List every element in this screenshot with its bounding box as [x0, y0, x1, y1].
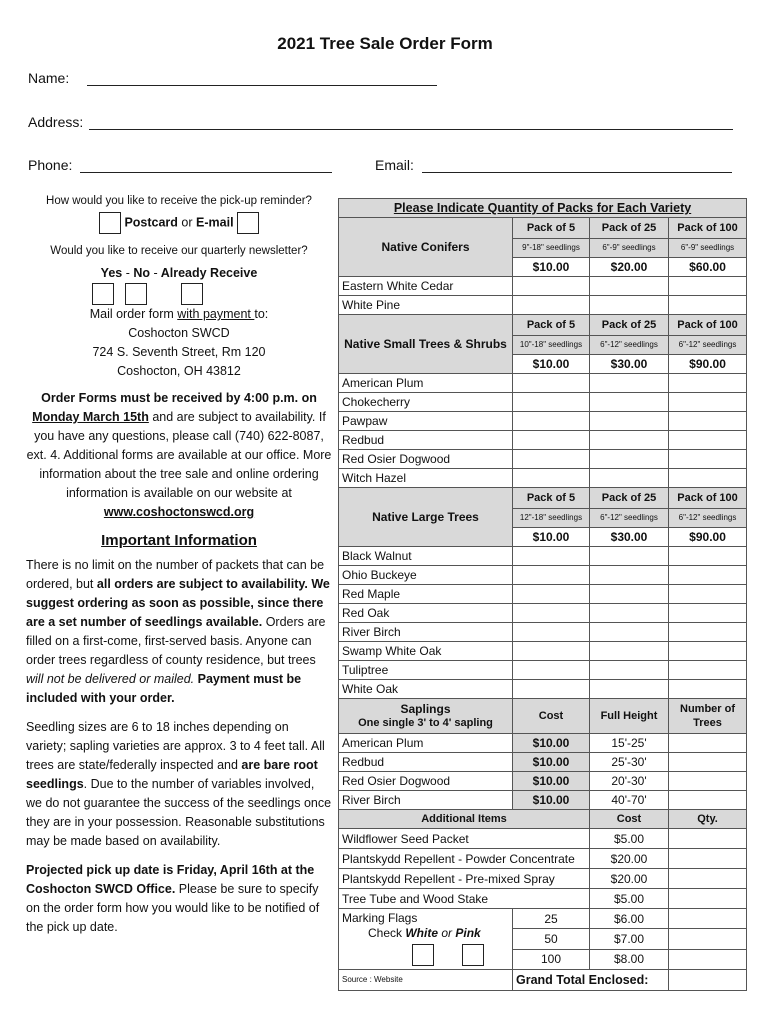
- qty-pack-5-input[interactable]: [513, 642, 590, 661]
- qty-pack-25-input[interactable]: [590, 277, 669, 296]
- variety-name: American Plum: [339, 374, 513, 393]
- mail-prefix: Mail order form: [89, 307, 178, 321]
- sapling-cost: $10.00: [513, 734, 590, 753]
- variety-row: [339, 469, 747, 488]
- table-heading: Please Indicate Quantity of Packs for Each Variety: [339, 199, 747, 218]
- saplings-label: [339, 699, 513, 734]
- variety-name: White Oak: [339, 680, 513, 699]
- flag-cost: $8.00: [590, 949, 669, 969]
- mail-underlined: with payment: [177, 307, 255, 321]
- org-name: Coshocton SWCD: [128, 326, 230, 340]
- important-para-3: [26, 861, 332, 937]
- email-option-label: E-mail: [196, 215, 234, 230]
- seedling-size: 9"-18" seedlings: [513, 239, 590, 258]
- sapling-cost: $10.00: [513, 753, 590, 772]
- email-label: Email:: [375, 157, 414, 173]
- variety-name: Witch Hazel: [339, 469, 513, 488]
- name-field[interactable]: [28, 70, 437, 86]
- flag-checkboxes: [342, 944, 509, 969]
- large-section-label: Native Large Trees: [339, 488, 513, 547]
- address-label: Address:: [28, 114, 84, 130]
- qty-pack-5-input[interactable]: [513, 431, 590, 450]
- pack-5-header: Pack of 5: [513, 315, 590, 336]
- variety-name: Red Maple: [339, 585, 513, 604]
- website-link[interactable]: www.coshoctonswcd.org: [103, 505, 255, 519]
- price-pack-100: $90.00: [669, 528, 747, 547]
- variety-row: [339, 547, 747, 566]
- variety-row: [339, 374, 747, 393]
- qty-pack-100-input[interactable]: [669, 642, 747, 661]
- sapling-qty-input[interactable]: [669, 772, 747, 791]
- saplings-title: Saplings: [400, 702, 451, 716]
- qty-pack-25-input[interactable]: [590, 431, 669, 450]
- pink-flag-checkbox[interactable]: [462, 944, 484, 966]
- qty-pack-25-input[interactable]: [590, 604, 669, 623]
- saplings-cost-header: Cost: [513, 699, 590, 734]
- qty-pack-5-input[interactable]: [513, 296, 590, 315]
- no-checkbox[interactable]: [125, 283, 147, 305]
- qty-pack-100-input[interactable]: [669, 623, 747, 642]
- variety-name: White Pine: [339, 296, 513, 315]
- marking-flags-cell: [339, 909, 513, 970]
- variety-row: [339, 604, 747, 623]
- p1-c: Orders are filled on a first-come, first-served basis. Anyone can order trees regardless of county residence, but trees: [26, 615, 326, 667]
- qty-pack-5-input[interactable]: [513, 277, 590, 296]
- p1-e: Payment must be included with your order.: [26, 672, 302, 705]
- flag-count: 100: [513, 949, 590, 969]
- flag-count: 50: [513, 929, 590, 949]
- or-label: or: [441, 926, 453, 940]
- qty-pack-5-input[interactable]: [513, 450, 590, 469]
- additional-item-cost: $20.00: [590, 849, 669, 869]
- order-details: and are subject to availability. If you have any questions, please call (740) 622-8087, ext. 4. Additional forms are available at our office. More information about the tree sale and online ordering information is available on our website at: [26, 410, 332, 500]
- additional-items-header: Additional Items: [339, 810, 590, 829]
- order-deadline: Order Forms must be received by 4:00 p.m. on: [41, 391, 317, 405]
- p3-b: Please be sure to specify on the order form how you would like to be notified of the pick up date.: [26, 882, 320, 934]
- price-pack-5: $10.00: [513, 258, 590, 277]
- already-receive-label: Already Receive: [160, 266, 258, 280]
- pickup-question: How would you like to receive the pick-up reminder?: [46, 195, 312, 207]
- p2-a: Seedling sizes are 6 to 18 inches depending on variety; sapling varieties are approx. 3 to 4 feet tall. All trees are state/federally inspected and: [26, 720, 325, 772]
- variety-name: Ohio Buckeye: [339, 566, 513, 585]
- flag-qty-input[interactable]: [669, 949, 747, 969]
- qty-pack-25-input[interactable]: [590, 547, 669, 566]
- additional-qty-header: Qty.: [669, 810, 747, 829]
- qty-pack-5-input[interactable]: [513, 604, 590, 623]
- sapling-row: [339, 791, 747, 810]
- additional-item-qty-input[interactable]: [669, 889, 747, 909]
- qty-pack-100-input[interactable]: [669, 469, 747, 488]
- variety-row: [339, 296, 747, 315]
- additional-item-qty-input[interactable]: [669, 829, 747, 849]
- saplings-sublabel: One single 3' to 4' sapling: [358, 717, 493, 729]
- important-heading-text: Important Information: [101, 532, 257, 549]
- total-row: [339, 970, 747, 991]
- additional-row: [339, 849, 747, 869]
- qty-pack-100-input[interactable]: [669, 393, 747, 412]
- pink-label: Pink: [455, 926, 481, 940]
- variety-row: [339, 585, 747, 604]
- variety-row: [339, 623, 747, 642]
- large-pack-row: [339, 488, 747, 509]
- additional-item-name: Tree Tube and Wood Stake: [339, 889, 590, 909]
- sapling-height: 20'-30': [590, 772, 669, 791]
- seedling-size: 6"-12" seedlings: [669, 336, 747, 355]
- variety-name: Pawpaw: [339, 412, 513, 431]
- variety-name: Swamp White Oak: [339, 642, 513, 661]
- mail-address: [26, 305, 332, 381]
- p1-d: will not be delivered or mailed.: [26, 672, 195, 686]
- qty-pack-100-input[interactable]: [669, 431, 747, 450]
- small-section-label: Native Small Trees & Shrubs: [339, 315, 513, 374]
- qty-pack-100-input[interactable]: [669, 277, 747, 296]
- qty-pack-25-input[interactable]: [590, 661, 669, 680]
- saplings-header-row: [339, 699, 747, 734]
- qty-pack-100-input[interactable]: [669, 450, 747, 469]
- qty-pack-5-input[interactable]: [513, 585, 590, 604]
- p2-c: . Due to the number of variables involved, we do not guarantee the success of the seedlings once they are in your possession. Reasonable substitutions may be made based on availability.: [26, 777, 332, 848]
- name-label: Name:: [28, 70, 70, 86]
- variety-row: [339, 661, 747, 680]
- price-pack-25: $30.00: [590, 528, 669, 547]
- email-checkbox[interactable]: [237, 212, 259, 234]
- important-para-2: [26, 718, 332, 851]
- conifers-pack-row: [339, 218, 747, 239]
- qty-pack-5-input[interactable]: [513, 661, 590, 680]
- sapling-height: 25'-30': [590, 753, 669, 772]
- price-pack-25: $20.00: [590, 258, 669, 277]
- small-pack-row: [339, 315, 747, 336]
- qty-pack-100-input[interactable]: [669, 680, 747, 699]
- qty-pack-25-input[interactable]: [590, 450, 669, 469]
- city-address: Coshocton, OH 43812: [117, 364, 241, 378]
- seedling-size: 6"-9" seedlings: [669, 239, 747, 258]
- p1-b: all orders are subject to availability. We suggest ordering as soon as possible, since there are a set number of seedlings available.: [26, 577, 330, 629]
- qty-pack-5-input[interactable]: [513, 566, 590, 585]
- variety-name: Chokecherry: [339, 393, 513, 412]
- qty-pack-5-input[interactable]: [513, 469, 590, 488]
- white-flag-checkbox[interactable]: [412, 944, 434, 966]
- variety-row: [339, 393, 747, 412]
- p2-b: are bare root seedlings: [26, 758, 318, 791]
- qty-pack-25-input[interactable]: [590, 412, 669, 431]
- sapling-name: Red Osier Dogwood: [339, 772, 513, 791]
- additional-item-qty-input[interactable]: [669, 849, 747, 869]
- qty-pack-25-input[interactable]: [590, 585, 669, 604]
- pickup-options: [26, 212, 332, 234]
- additional-item-cost: $5.00: [590, 829, 669, 849]
- email-line[interactable]: [422, 158, 732, 173]
- pack-25-header: Pack of 25: [590, 218, 669, 239]
- qty-pack-25-input[interactable]: [590, 566, 669, 585]
- qty-pack-5-input[interactable]: [513, 393, 590, 412]
- form-title: 2021 Tree Sale Order Form: [277, 34, 493, 53]
- variety-name: Eastern White Cedar: [339, 277, 513, 296]
- newsletter-options: [26, 264, 332, 283]
- qty-pack-5-input[interactable]: [513, 547, 590, 566]
- additional-item-name: Plantskydd Repellent - Pre-mixed Spray: [339, 869, 590, 889]
- sapling-name: American Plum: [339, 734, 513, 753]
- pack-25-header: Pack of 25: [590, 488, 669, 509]
- sapling-qty-input[interactable]: [669, 753, 747, 772]
- variety-name: Red Oak: [339, 604, 513, 623]
- address-line[interactable]: [89, 115, 733, 130]
- additional-cost-header: Cost: [590, 810, 669, 829]
- sapling-qty-input[interactable]: [669, 734, 747, 753]
- flag-count: 25: [513, 909, 590, 929]
- mail-suffix: to:: [254, 307, 269, 321]
- sapling-cost: $10.00: [513, 772, 590, 791]
- conifers-section-label: Native Conifers: [339, 218, 513, 277]
- p1-a: There is no limit on the number of packets that can be ordered, but: [26, 558, 325, 591]
- flag-color-options: [342, 926, 509, 940]
- qty-pack-5-input[interactable]: [513, 623, 590, 642]
- sapling-row: [339, 734, 747, 753]
- price-pack-100: $60.00: [669, 258, 747, 277]
- white-label: White: [405, 926, 439, 940]
- variety-row: [339, 450, 747, 469]
- qty-pack-5-input[interactable]: [513, 374, 590, 393]
- left-column: [26, 192, 332, 937]
- newsletter-question: Would you like to receive our quarterly newsletter?: [50, 245, 308, 257]
- qty-pack-25-input[interactable]: [590, 393, 669, 412]
- pack-100-header: Pack of 100: [669, 218, 747, 239]
- pack-5-header: Pack of 5: [513, 218, 590, 239]
- important-para-1: [26, 556, 332, 708]
- seedling-size: 10"-18" seedlings: [513, 336, 590, 355]
- sapling-height: 15'-25': [590, 734, 669, 753]
- full-height-header: Full Height: [590, 699, 669, 734]
- pack-100-header: Pack of 100: [669, 315, 747, 336]
- flag-row: [339, 909, 747, 929]
- qty-pack-100-input[interactable]: [669, 585, 747, 604]
- sapling-qty-input[interactable]: [669, 791, 747, 810]
- p3-a: Projected pick up date is Friday, April 16th at the Coshocton SWCD Office.: [26, 863, 315, 896]
- price-pack-25: $30.00: [590, 355, 669, 374]
- check-label: Check: [368, 926, 403, 940]
- phone-label: Phone:: [28, 157, 73, 173]
- price-pack-100: $90.00: [669, 355, 747, 374]
- sapling-name: River Birch: [339, 791, 513, 810]
- variety-name: Redbud: [339, 431, 513, 450]
- qty-pack-25-input[interactable]: [590, 374, 669, 393]
- seedling-size: 6"-12" seedlings: [590, 509, 669, 528]
- variety-row: [339, 680, 747, 699]
- sapling-height: 40'-70': [590, 791, 669, 810]
- qty-pack-100-input[interactable]: [669, 296, 747, 315]
- seedling-size: 6"-12" seedlings: [590, 336, 669, 355]
- additional-row: [339, 829, 747, 849]
- additional-item-cost: $5.00: [590, 889, 669, 909]
- already-receive-checkbox[interactable]: [181, 283, 203, 305]
- qty-pack-25-input[interactable]: [590, 680, 669, 699]
- source-note: Source : Website: [339, 970, 513, 991]
- variety-name: Tuliptree: [339, 661, 513, 680]
- sapling-row: [339, 753, 747, 772]
- pack-100-header: Pack of 100: [669, 488, 747, 509]
- number-of-trees-header: Number of Trees: [669, 699, 747, 734]
- marking-flags-label: Marking Flags: [342, 911, 418, 925]
- yes-checkbox[interactable]: [92, 283, 114, 305]
- qty-pack-100-input[interactable]: [669, 412, 747, 431]
- yes-label: Yes: [100, 266, 123, 280]
- address-field[interactable]: [28, 114, 733, 130]
- qty-pack-100-input[interactable]: [669, 547, 747, 566]
- variety-row: [339, 412, 747, 431]
- mail-instruction: [26, 305, 332, 324]
- qty-pack-5-input[interactable]: [513, 680, 590, 699]
- street-address: 724 S. Seventh Street, Rm 120: [92, 345, 266, 359]
- additional-row: [339, 869, 747, 889]
- flag-qty-input[interactable]: [669, 909, 747, 929]
- variety-name: Black Walnut: [339, 547, 513, 566]
- qty-pack-25-input[interactable]: [590, 642, 669, 661]
- variety-name: River Birch: [339, 623, 513, 642]
- additional-item-cost: $20.00: [590, 869, 669, 889]
- phone-line[interactable]: [80, 158, 332, 173]
- qty-pack-100-input[interactable]: [669, 566, 747, 585]
- pack-25-header: Pack of 25: [590, 315, 669, 336]
- variety-row: [339, 277, 747, 296]
- additional-row: [339, 889, 747, 909]
- heading-row: [339, 199, 747, 218]
- variety-row: [339, 642, 747, 661]
- postcard-label: Postcard: [124, 215, 178, 230]
- newsletter-checkboxes: [92, 283, 332, 305]
- additional-header-row: [339, 810, 747, 829]
- variety-name: Red Osier Dogwood: [339, 450, 513, 469]
- price-pack-5: $10.00: [513, 355, 590, 374]
- additional-item-qty-input[interactable]: [669, 869, 747, 889]
- sapling-name: Redbud: [339, 753, 513, 772]
- flag-cost: $7.00: [590, 929, 669, 949]
- additional-item-name: Plantskydd Repellent - Powder Concentrate: [339, 849, 590, 869]
- postcard-checkbox[interactable]: [99, 212, 121, 234]
- seedling-size: 6"-9" seedlings: [590, 239, 669, 258]
- qty-pack-100-input[interactable]: [669, 604, 747, 623]
- additional-item-name: Wildflower Seed Packet: [339, 829, 590, 849]
- variety-row: [339, 566, 747, 585]
- grand-total-label: Grand Total Enclosed:: [513, 970, 669, 991]
- price-pack-5: $10.00: [513, 528, 590, 547]
- no-label: No: [133, 266, 151, 280]
- email-field[interactable]: [375, 157, 732, 173]
- flag-cost: $6.00: [590, 909, 669, 929]
- sapling-row: [339, 772, 747, 791]
- qty-pack-25-input[interactable]: [590, 623, 669, 642]
- qty-pack-100-input[interactable]: [669, 374, 747, 393]
- qty-pack-100-input[interactable]: [669, 661, 747, 680]
- phone-field[interactable]: [28, 157, 332, 173]
- qty-pack-5-input[interactable]: [513, 412, 590, 431]
- order-date: Monday March 15th: [32, 410, 149, 424]
- pack-5-header: Pack of 5: [513, 488, 590, 509]
- dash-2: -: [153, 266, 158, 280]
- flag-qty-input[interactable]: [669, 929, 747, 949]
- qty-pack-25-input[interactable]: [590, 469, 669, 488]
- dash-1: -: [125, 266, 130, 280]
- seedling-size: 6"-12" seedlings: [669, 509, 747, 528]
- important-heading: [26, 531, 332, 550]
- order-info: [26, 389, 332, 522]
- qty-pack-25-input[interactable]: [590, 296, 669, 315]
- variety-row: [339, 431, 747, 450]
- sapling-cost: $10.00: [513, 791, 590, 810]
- name-line[interactable]: [87, 71, 437, 86]
- or-label: or: [181, 215, 193, 230]
- seedling-size: 12"-18" seedlings: [513, 509, 590, 528]
- order-table: [338, 198, 747, 991]
- grand-total-input[interactable]: [669, 970, 747, 991]
